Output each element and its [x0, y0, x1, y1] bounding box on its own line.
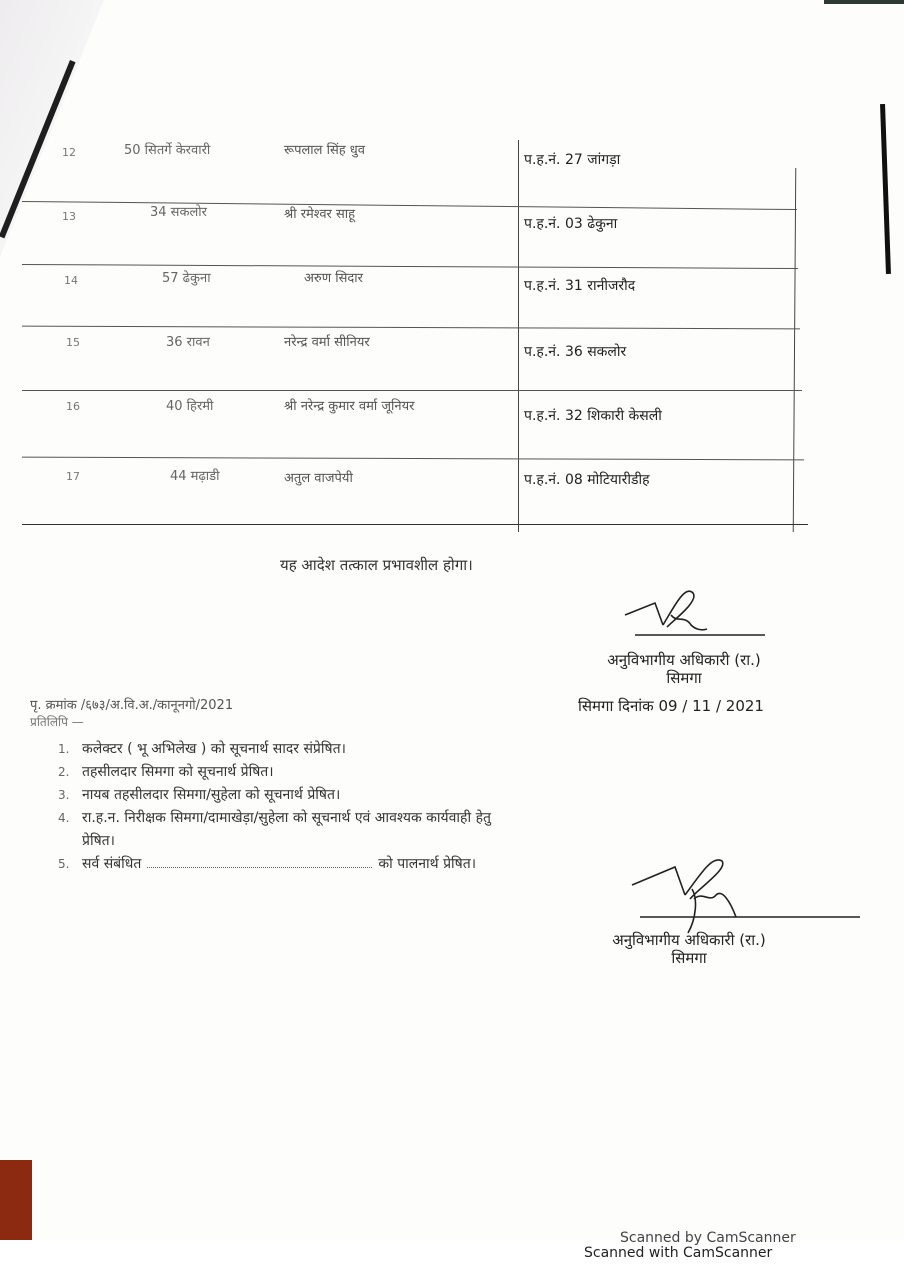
- copy-item-number: 4.: [58, 811, 70, 825]
- copy-item-number: 1.: [58, 742, 70, 756]
- row-halka: 44 मढ़ाडी: [170, 469, 220, 484]
- row-serial: 14: [64, 274, 78, 287]
- copy-item-number: 3.: [58, 788, 70, 802]
- copy-item: [58, 853, 491, 876]
- copy-to-list: [58, 738, 491, 876]
- copy-item-continuation: प्रेषित।: [82, 833, 115, 849]
- row-new-posting: प.ह.नं. 31 रानीजरौद: [524, 278, 636, 294]
- reference-number: पृ. क्रमांक /६७३/अ.वि.अ./कानूनगो/2021: [30, 698, 234, 713]
- copy-item-text: रा.ह.न. निरीक्षक सिमगा/दामाखेड़ा/सुहेला को सूचनार्थ एवं आवश्यक कार्यवाही हेतु: [82, 810, 491, 826]
- copy-item: [58, 784, 491, 807]
- signature-block-2: [584, 930, 794, 968]
- row-patwari-name: श्री रमेश्वर साहू: [284, 207, 356, 222]
- row-patwari-name: अतुल वाजपेयी: [284, 471, 353, 486]
- copy-item: [58, 761, 491, 784]
- copy-item-text: कलेक्टर ( भू अभिलेख ) को सूचनार्थ सादर संप्रेषित।: [82, 741, 346, 757]
- signatory-place: सिमगा: [671, 949, 707, 967]
- signature-mark: [615, 585, 775, 645]
- row-patwari-name: श्री नरेन्द्र कुमार वर्मा जूनियर: [284, 399, 415, 414]
- row-patwari-name: रूपलाल सिंह धुव: [284, 143, 366, 158]
- order-date-line: सिमगा दिनांक 09 / 11 / 2021: [578, 697, 764, 715]
- blank-fill-line: [147, 867, 372, 868]
- row-patwari-name: अरुण सिदार: [304, 271, 363, 286]
- table-right-border: [793, 168, 797, 532]
- row-halka: 50 सितर्गे केरवारी: [124, 143, 211, 158]
- copy-item-text: तहसीलदार सिमगा को सूचनार्थ प्रेषित।: [82, 764, 274, 780]
- row-patwari-name: नरेन्द्र वर्मा सीनियर: [284, 335, 370, 350]
- copy-item-number: 5.: [58, 857, 70, 871]
- row-halka: 40 हिरमी: [166, 399, 214, 414]
- camscanner-watermark-faded: Scanned by CamScanner: [620, 1230, 796, 1246]
- row-halka: 34 सकलोर: [150, 205, 207, 220]
- table-bottom-line: [22, 524, 808, 525]
- row-serial: 12: [62, 146, 76, 159]
- row-new-posting: प.ह.नं. 08 मोटियारीडीह: [524, 472, 650, 488]
- page-edge-top-right: [824, 0, 904, 4]
- copy-item-suffix: को पालनार्थ प्रेषित।: [378, 856, 477, 872]
- page-edge-right: [880, 104, 891, 274]
- row-serial: 15: [66, 336, 80, 349]
- copy-item-text: सर्व संबंधित: [82, 856, 142, 872]
- copy-item: [58, 738, 491, 761]
- table-row-line: [22, 264, 798, 269]
- signature-block-1: [584, 650, 784, 688]
- table-row-line: [22, 457, 804, 461]
- camscanner-footer: Scanned with CamScanner: [584, 1245, 773, 1261]
- row-serial: 16: [66, 400, 80, 413]
- row-new-posting: प.ह.नं. 32 शिकारी केसली: [524, 408, 662, 424]
- copy-item-text: नायब तहसीलदार सिमगा/सुहेला को सूचनार्थ प्रेषित।: [82, 787, 341, 803]
- row-serial: 13: [62, 210, 76, 223]
- signature-mark: [630, 855, 865, 935]
- table-row-line: [22, 201, 797, 210]
- signatory-place: सिमगा: [666, 669, 702, 687]
- transfer-table: [22, 140, 808, 532]
- table-col-divider: [518, 140, 519, 532]
- row-halka: 57 ढेकुना: [162, 271, 211, 286]
- signatory-designation: अनुविभागीय अधिकारी (रा.): [612, 931, 766, 949]
- row-serial: 17: [66, 470, 80, 483]
- copy-to-label: प्रतिलिपि —: [30, 715, 84, 729]
- row-new-posting: प.ह.नं. 36 सकलोर: [524, 344, 627, 360]
- row-new-posting: प.ह.नं. 03 ढेकुना: [524, 216, 618, 232]
- table-row-line: [22, 326, 800, 330]
- copy-item: [58, 807, 491, 830]
- row-halka: 36 रावन: [166, 335, 210, 350]
- copy-item-number: 2.: [58, 765, 70, 779]
- table-row-line: [22, 390, 802, 391]
- order-effective-note: यह आदेश तत्काल प्रभावशील होगा।: [280, 556, 473, 574]
- background-corner: [0, 1160, 32, 1240]
- row-new-posting: प.ह.नं. 27 जांगड़ा: [524, 152, 621, 168]
- signatory-designation: अनुविभागीय अधिकारी (रा.): [607, 651, 761, 669]
